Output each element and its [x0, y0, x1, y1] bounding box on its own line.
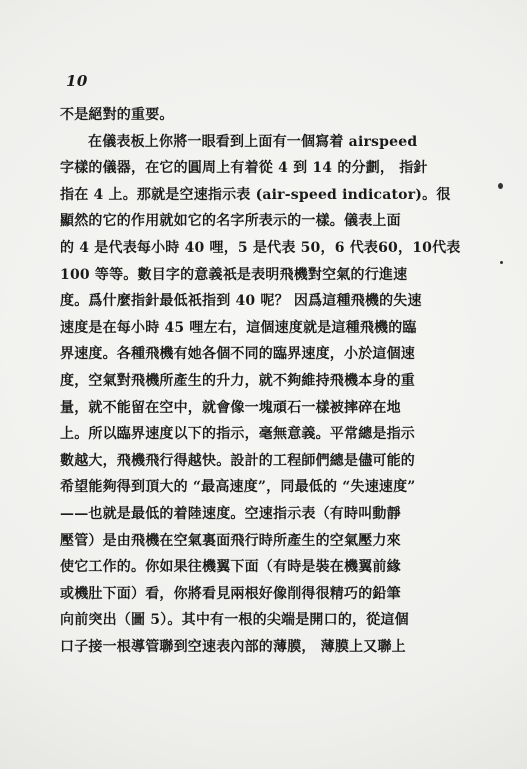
scan-speck [500, 261, 503, 264]
body-text [60, 102, 475, 660]
text-line: 100 等等。數目字的意義祇是表明飛機對空氣的行進速 [60, 266, 408, 283]
text-line: 希望能夠得到頂大的 “最高速度”，同最低的 “失速速度” [60, 479, 416, 496]
text-line: 字樣的儀器，在它的圓周上有着從 4 到 14 的分劃， 指針 [60, 160, 428, 177]
text-line: ——也就是最低的着陸速度。空速指示表（有時叫動靜 [60, 505, 401, 522]
text-line: 度。爲什麼指針最低祇指到 40 呢？ 因爲這種飛機的失速 [60, 293, 422, 310]
text-line: 顯然的它的作用就如它的名字所表示的一樣。儀表上面 [60, 213, 401, 230]
text-line: 速度是在每小時 45 哩左右，這個速度就是這種飛機的臨 [60, 319, 417, 336]
text-line: 向前突出（圖 5）。其中有一根的尖端是開口的，從這個 [60, 612, 409, 629]
text-line: 壓管）是由飛機在空氣裏面飛行時所產生的空氣壓力來 [60, 532, 401, 549]
text-line: 界速度。各種飛機有她各個不同的臨界速度，小於這個速 [60, 346, 415, 363]
text-line: 使它工作的。你如果往機翼下面（有時是裝在機翼前緣 [60, 559, 401, 576]
text-line: 量，就不能留在空中，就會像一塊頑石一樣被摔碎在地 [60, 399, 401, 416]
text-line: 不是絕對的重要。 [60, 107, 174, 123]
text-line: 的 4 是代表每小時 40 哩，5 是代表 50，6 代表60，10代表 [60, 239, 461, 256]
text-line: 上。所以臨界速度以下的指示，毫無意義。平常總是指示 [60, 426, 415, 443]
text-line: 指在 4 上。那就是空速指示表 (air-speed indicator)。很 [60, 186, 451, 203]
text-line: 口子接一根導管聯到空速表內部的薄膜， 薄膜上又聯上 [60, 638, 406, 655]
page-number: 10 [66, 72, 88, 90]
text-line: 或機肚下面）看，你將看見兩根好像削得很精巧的鉛筆 [60, 585, 401, 602]
text-line: 度，空氣對飛機所產生的升力，就不夠維持飛機本身的重 [60, 372, 415, 389]
scan-speck [498, 183, 503, 189]
text-line: 在儀表板上你將一眼看到上面有一個寫着 airspeed [88, 133, 418, 150]
text-line: 數越大，飛機飛行得越快。設計的工程師們總是儘可能的 [60, 452, 415, 469]
